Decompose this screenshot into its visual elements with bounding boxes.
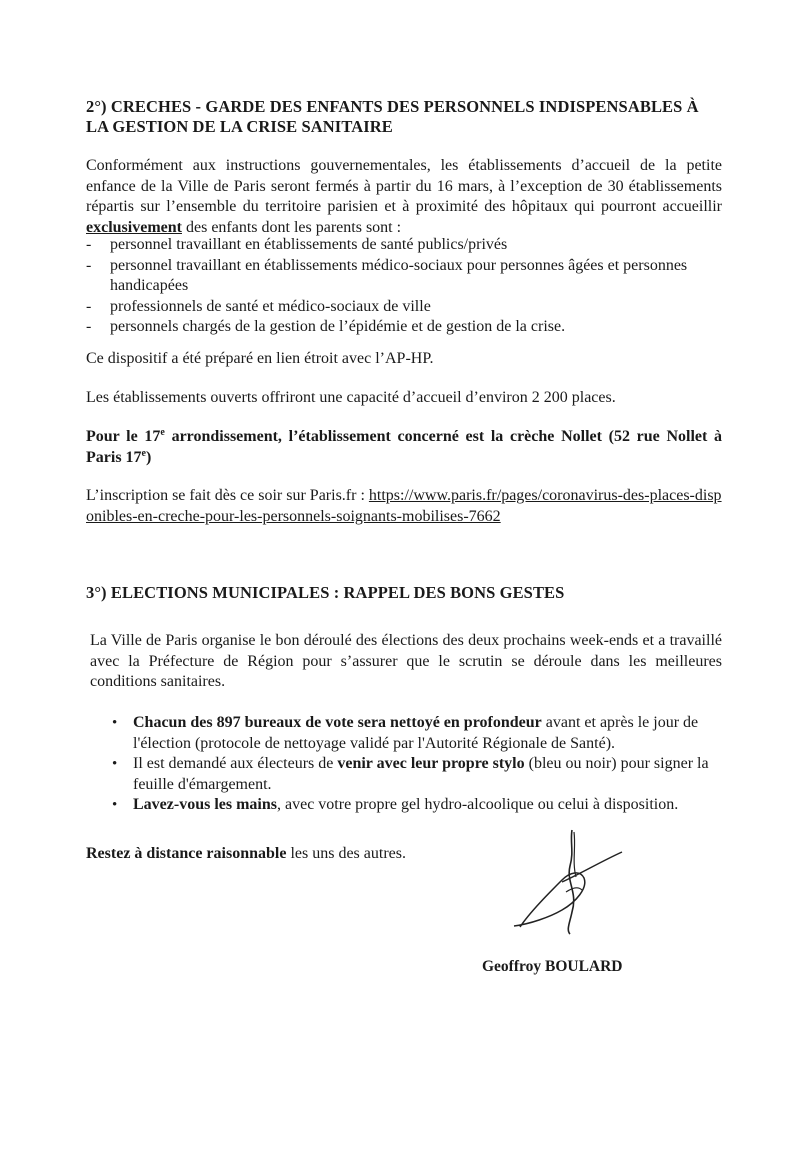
arr-pre: Pour le 17 (86, 428, 161, 445)
bullet-rest: , avec votre propre gel hydro-alcoolique ou celui à disposition. (277, 796, 679, 813)
closing-bold: Restez à distance raisonnable (86, 845, 287, 862)
arr-sup2: e (141, 447, 146, 459)
bullet-rest: (bleu ou noir) pour signer la feuille d'émargement. (133, 755, 709, 793)
dash-marker: - (86, 236, 92, 253)
list-item-text: personnel travaillant en établissements de santé publics/privés (110, 236, 508, 253)
list-item (86, 256, 722, 297)
list-item-text: personnels chargés de la gestion de l’épidémie et de gestion de la crise. (110, 318, 566, 335)
bullet-rest: avant et après le jour de l'élection (protocole de nettoyage validé par l'Autorité Régionale de Santé). (133, 714, 699, 752)
section2-list (86, 235, 722, 338)
section3-heading: 3°) ELECTIONS MUNICIPALES : RAPPEL DES BONS GESTES (86, 583, 565, 602)
signature-image (500, 822, 630, 937)
dash-marker: - (86, 297, 92, 315)
arr-mid: arrondissement, l’établissement concerné est la crèche Nollet (52 rue Nollet à Paris 17 (86, 428, 723, 466)
section2-intro (86, 156, 722, 238)
bullet-bold: Lavez-vous les mains (133, 796, 277, 813)
bullet-pre: Il est demandé aux électeurs de (133, 755, 338, 772)
arr-sup: e (160, 427, 165, 438)
dash-marker: - (86, 318, 92, 335)
list-item-text: personnel travaillant en établissements médico-sociaux pour personnes âgées et personnes handicapées (110, 256, 688, 294)
dispositif-text: Ce dispositif a été préparé en lien étroit avec l’AP-HP. (86, 350, 434, 367)
closing-rest: les uns des autres. (286, 845, 406, 862)
list-item (86, 317, 722, 338)
bullet-marker: • (112, 756, 118, 772)
inscription-link[interactable]: https://www.paris.fr/pages/coronavirus-des-places-disponibles-en-creche-pour-les-personnels-soignants-mobilises-7662 (86, 487, 722, 525)
list-item (110, 713, 722, 754)
list-item (110, 795, 722, 816)
list-item (110, 754, 722, 795)
inscription-text (86, 486, 722, 527)
list-item (86, 297, 722, 318)
list-item-text: professionnels de santé et médico-sociaux de ville (110, 297, 431, 315)
bullet-bold: venir avec leur propre stylo (337, 755, 525, 772)
section3-intro: La Ville de Paris organise le bon déroulé des élections des deux prochains week-ends et a travaillé avec la Préfecture de Région pour s’assurer que le scrutin se déroule dans les meilleures conditions sanitaires. (90, 632, 722, 690)
arrondissement-text (86, 427, 722, 468)
capacity-text: Les établissements ouverts offriront une capacité d’accueil d’environ 2 200 places. (86, 389, 616, 406)
intro-text-end: des enfants dont les parents sont : (181, 218, 402, 236)
dash-marker: - (86, 256, 92, 274)
list-item (86, 235, 722, 256)
bullet-marker: • (112, 715, 118, 731)
intro-emphasis: exclusivement (86, 218, 182, 236)
intro-text: Conformément aux instructions gouvernementales, les établissements d’accueil de la petite enfance de la Ville de Paris seront fermés à partir du 16 mars, à l’exception de 30 établissements répartis sur l’ensemble du territoire parisien et à proximité des hôpitaux qui pourront accueillir (86, 157, 722, 215)
section2-heading: 2°) CRECHES - GARDE DES ENFANTS DES PERSONNELS INDISPENSABLES À LA GESTION DE LA CRISE SANITAIRE (86, 97, 699, 136)
bullet-bold: Chacun des 897 bureaux de vote sera nettoyé en profondeur (133, 714, 542, 731)
bullet-marker: • (112, 797, 118, 813)
section3-bullets (110, 713, 722, 816)
arr-end: ) (146, 448, 152, 466)
signer-name: Geoffroy BOULARD (482, 958, 623, 975)
inscription-label: L’inscription se fait dès ce soir sur Paris.fr : (86, 487, 369, 504)
